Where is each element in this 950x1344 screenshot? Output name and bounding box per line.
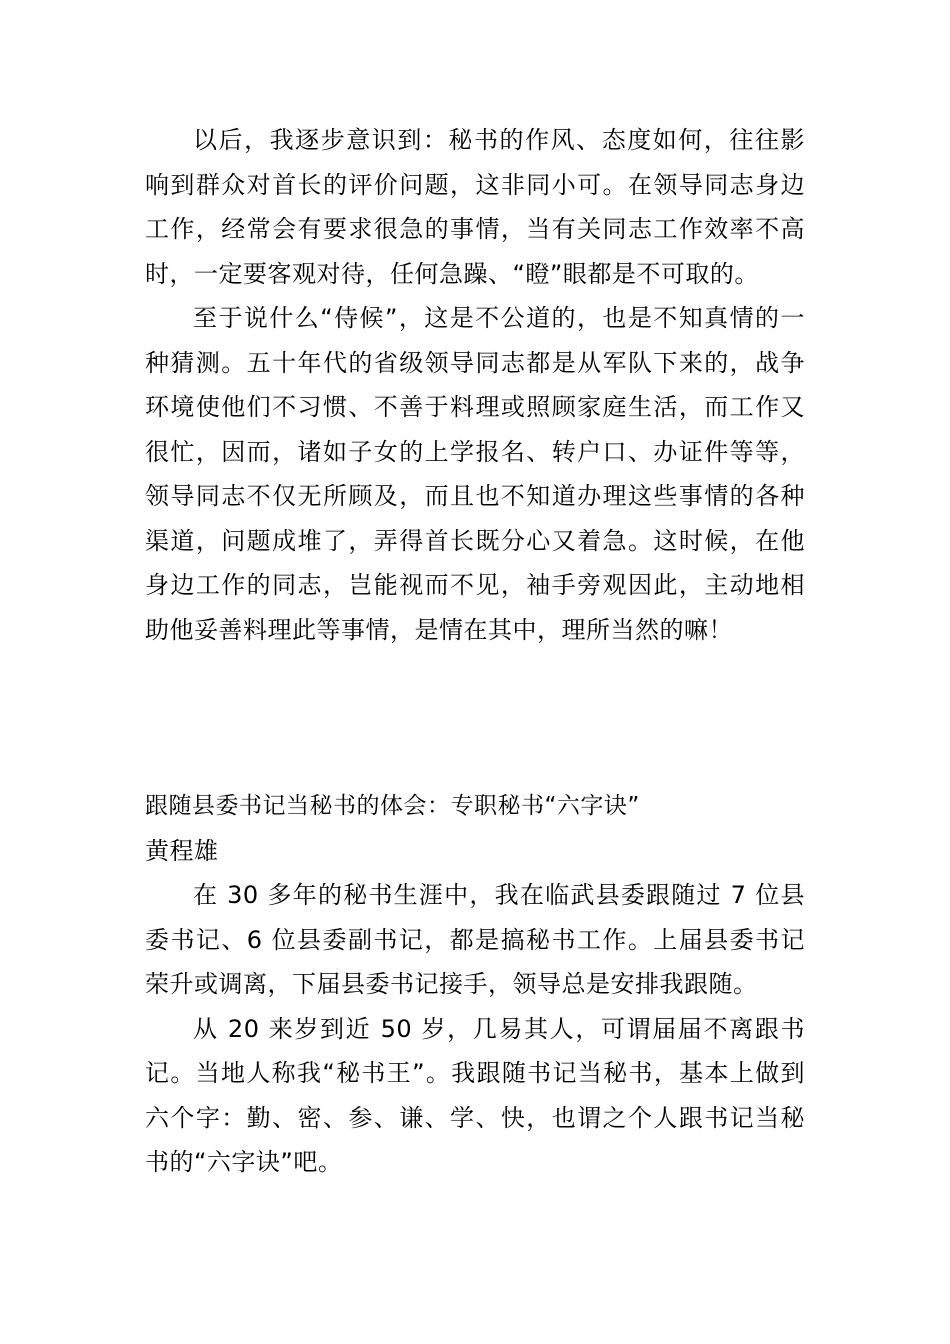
- article-author: 黄程雄: [145, 836, 219, 865]
- article-section: [145, 784, 805, 1185]
- memoir-section: [145, 118, 805, 652]
- article-title: 跟随县委书记当秘书的体会：专职秘书“六字诀”: [145, 793, 640, 819]
- paragraph-4: 从 20 来岁到近 50 岁，几易其人，可谓届届不离跟书记。当地人称我“秘书王”。我跟随书记当秘书，基本上做到六个字：勤、密、参、谦、学、快，也谓之个人跟书记当秘书的“六字诀”吧。: [145, 1014, 805, 1176]
- paragraph-1: 以后，我逐步意识到：秘书的作风、态度如何，往往影响到群众对首长的评价问题，这非同小可。在领导同志身边工作，经常会有要求很急的事情，当有关同志工作效率不高时，一定要客观对待，任何急躁、“瞪”眼都是不可取的。: [145, 126, 805, 288]
- paragraph-2: 至于说什么“侍候”，这是不公道的，也是不知真情的一种猜测。五十年代的省级领导同志都是从军队下来的，战争环境使他们不习惯、不善于料理或照顾家庭生活，而工作又很忙，因而，诸如子女的上学报名、转户口、办证件等等，领导同志不仅无所顾及，而且也不知道办理这些事情的各种渠道，问题成堆了，弄得首长既分心又着急。这时候，在他身边工作的同志，岂能视而不见，袖手旁观因此，主动地相助他妥善料理此等事情，是情在其中，理所当然的嘛！: [145, 304, 805, 644]
- paragraph-3: 在 30 多年的秘书生涯中，我在临武县委跟随过 7 位县委书记、6 位县委副书记，都是搞秘书工作。上届县委书记荣升或调离，下届县委书记接手，领导总是安排我跟随。: [145, 881, 805, 998]
